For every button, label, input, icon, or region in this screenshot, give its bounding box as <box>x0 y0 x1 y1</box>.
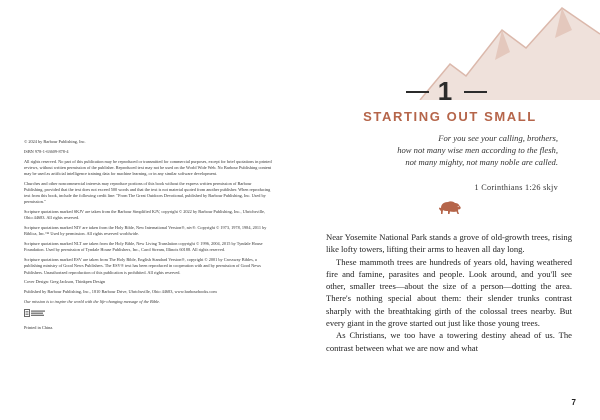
epigraph-line: For you see your calling, brothers, <box>438 133 558 143</box>
publisher-logo <box>24 309 46 317</box>
publisher-address: Published by Barbour Publishing, Inc., 1810 Barbour Drive, Uhrichsville, Ohio 44683, www.barbourbooks.com <box>24 289 217 295</box>
copyright-line: © 2024 by Barbour Publishing, Inc. <box>24 139 86 144</box>
body-paragraph: Near Yosemite National Park stands a grove of old-growth trees, rising like lofty towers, lifting their arms to heaven all day long. <box>326 232 572 255</box>
printed-in-line: Printed in China. <box>24 324 54 330</box>
mission-statement: Our mission is to inspire the world with the life-changing message of the Bible. <box>24 299 161 304</box>
chapter-page <box>300 0 600 420</box>
bison-icon <box>438 199 462 215</box>
churches-paragraph: Churches and other noncommercial interests may reproduce portions of this book without the express written permission of Barbour Publishing, provided that the text does not exceed 500 words and that the text is not material quoted from another publisher. When reproducing text from this book, include the following credit line: "From The Great Outdoors Devotional, published by Barbour Publishing, Inc. Used by permission." <box>24 180 271 205</box>
epigraph-line: not many mighty, not many noble are called. <box>405 157 558 167</box>
scripture-esv-paragraph: Scripture quotations marked ESV are taken from The Holy Bible, English Standard Version®, copyright © 2001 by Crossway Bibles, a publishing ministry of Good News Publishers. The ESV® text has been reproduced in cooperation with and by permission of Good News Publishers. Unauthorized reproduction of this publication is prohibited. All rights reserved. <box>24 257 261 275</box>
scripture-niv-paragraph: Scripture quotations marked NIV are taken from the Holy Bible, New International Version®, niv®. Copyright © 1973, 1978, 1984, 2011 by Biblica, Inc.™ Used by permission. All rights reserved worldwide. <box>24 225 267 237</box>
rights-paragraph: All rights reserved. No part of this publication may be reproduced or transmitted for commercial purposes, except for brief quotations in printed reviews, without written permission of the publisher. Reproduced text may not be used on the World Wide Web. No Barbour Publishing content may be used as artificial intelligence training data for machine learning, or in any similar software development. <box>24 158 272 176</box>
page-number: 7 <box>571 398 576 407</box>
scripture-nlt-paragraph: Scripture quotations marked NLT are taken from the Holy Bible, New Living Translation copyright © 1996, 2004, 2015 by Tyndale House Foundation. Used by permission of Tyndale House Publishers, Inc., Carol Stream, Illinois 60188. All rights reserved. <box>24 241 263 253</box>
epigraph <box>300 132 558 168</box>
epigraph-citation: 1 Corinthians 1:26 skjv <box>474 183 558 192</box>
epigraph-line: how not many wise men according to the flesh, <box>397 145 558 155</box>
isbn-line: ISBN 978-1-63609-878-4 <box>24 148 69 154</box>
cover-design-line: Cover Design: Greg Jackson, Thinkpen Design <box>24 279 106 285</box>
body-paragraph: These mammoth trees are hundreds of years old, having weathered fire and famine, parasites and people. Look around, and you'll see other, smaller trees—about the size of a person—dotting the area. There's nothing special about them: their slender trunks contrast sharply with the breathtaking girth of the colossal trees nearby. But every giant in the grove started out just like those young trees. <box>326 256 572 329</box>
chapter-heading <box>300 76 600 106</box>
heading-rule-right <box>464 91 487 93</box>
scripture-skjv-paragraph: Scripture quotations marked SKJV are taken from the Barbour Simplified KJV, copyright © 2022 by Barbour Publishing, Inc., Uhrichsville, Ohio 44683. All rights reserved. <box>24 209 265 221</box>
copyright-block <box>24 139 272 335</box>
body-paragraph: As Christians, we too have a towering destiny ahead of us. The contrast between what we are now and what <box>326 330 572 353</box>
chapter-body <box>326 231 572 354</box>
chapter-title: STARTING OUT SMALL <box>363 109 537 124</box>
chapter-number: 1 <box>437 76 453 106</box>
